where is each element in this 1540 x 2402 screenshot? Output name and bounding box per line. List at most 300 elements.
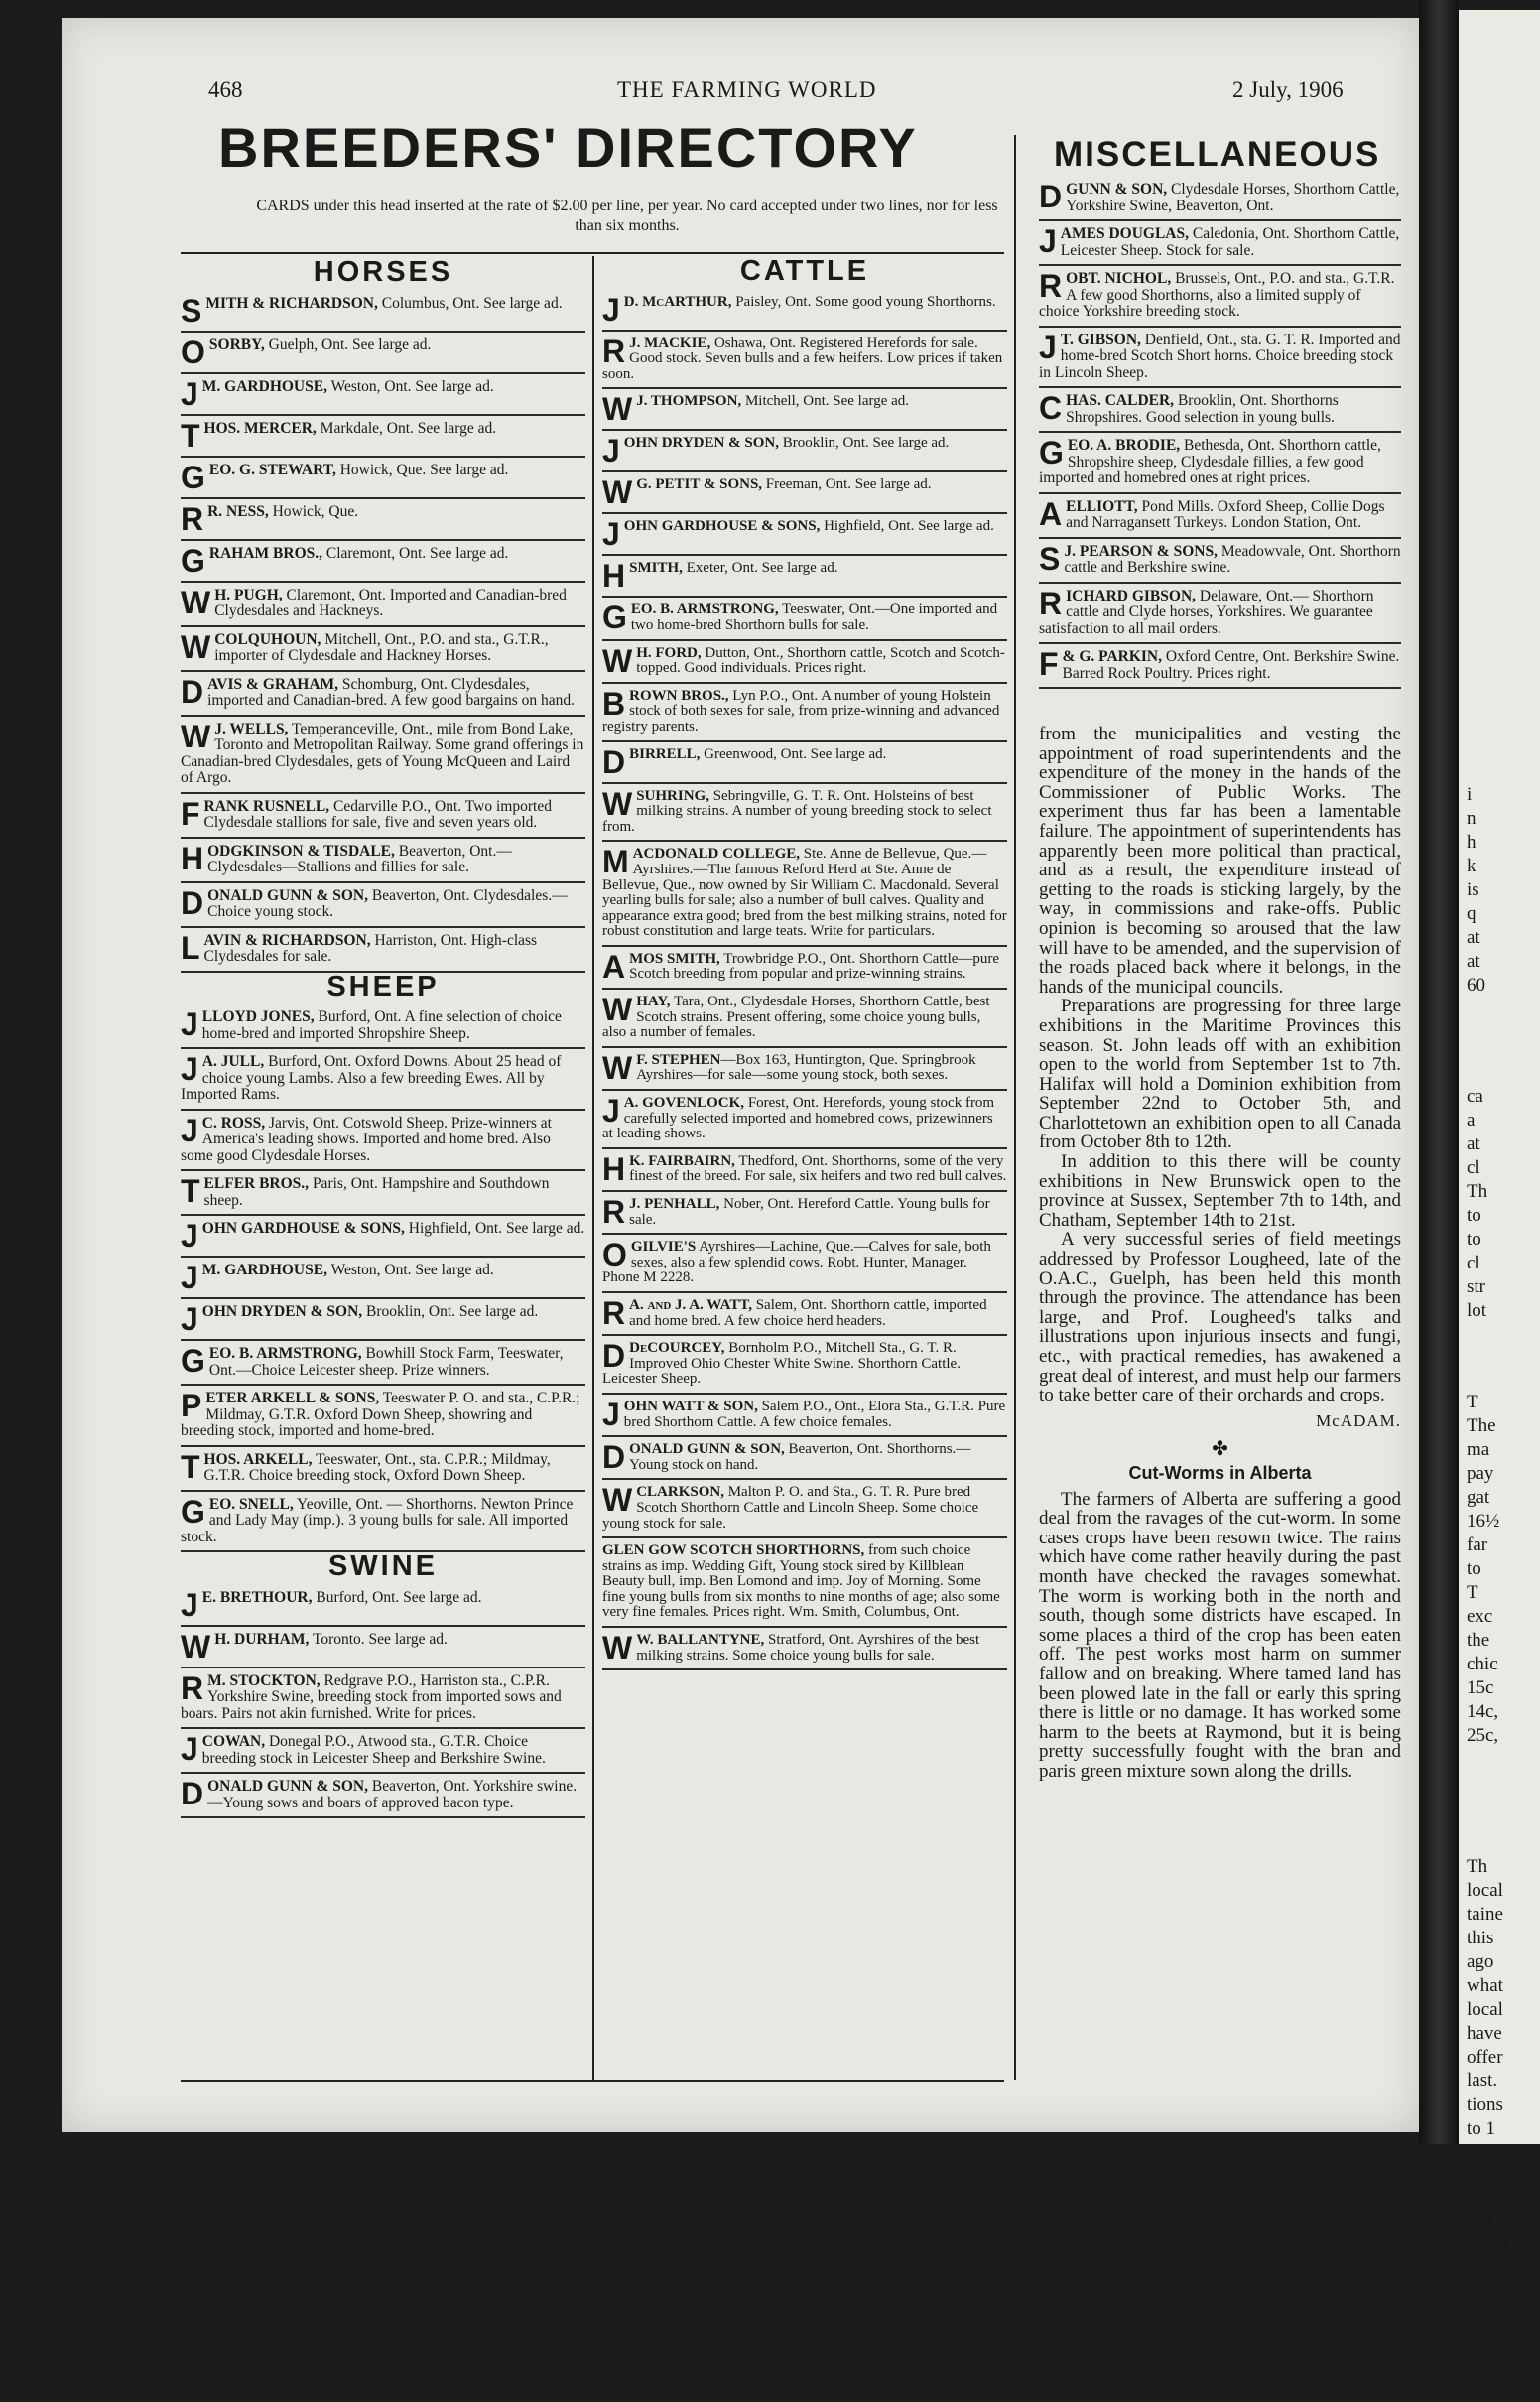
entry-initial: T <box>181 1173 200 1209</box>
directory-entry <box>602 784 1007 843</box>
entry-name: J. PENHALL, <box>629 1196 720 1212</box>
directory-entry <box>181 1171 585 1216</box>
entry-initial: J <box>181 1731 198 1767</box>
entry-text: Guelph, Ont. See large ad. <box>264 335 432 353</box>
entry-text: Exeter, Ont. See large ad. <box>682 560 838 577</box>
fragment-line: str <box>1467 1276 1485 1297</box>
entry-initial: R <box>602 1194 626 1230</box>
entry-name: F. STEPHEN <box>636 1051 721 1068</box>
entry-text: Brooklin, Ont. See large ad. <box>778 435 950 452</box>
entry-text: Sebringville, G. T. R. Ont. Holsteins of best milking strains. A number of young breeding stock to select from. <box>602 787 992 835</box>
entry-initial: O <box>181 334 205 370</box>
entry-name: M. GARDHOUSE, <box>201 1262 327 1278</box>
entry-text: Beaverton, Ont.—Clydesdales—Stallions and fillies for sale. <box>207 842 512 875</box>
entry-name: OHN WATT & SON, <box>623 1398 758 1414</box>
entry-name: H. DURHAM, <box>214 1630 310 1648</box>
entry-name: EO. SNELL, <box>208 1495 294 1513</box>
entry-text: Howick, Que. <box>268 502 359 520</box>
fragment-line: to <box>1467 1229 1481 1250</box>
entry-initial: D <box>181 1776 204 1811</box>
entry-initial: W <box>181 1628 211 1665</box>
directory-entry <box>602 389 1007 431</box>
directory-entry <box>1039 328 1401 389</box>
entry-text: —Box 163, Huntington, Que. Springbrook Ayrshires—for sale—some young stock, both sexes. <box>636 1051 976 1084</box>
directory-entry <box>181 333 585 374</box>
entry-text: Malton P. O. and Sta., G. T. R. Pure bred Scotch Shorthorn Cattle and Lincoln Sheep. Some choice young stock for sale. <box>602 1484 979 1532</box>
entry-name: ONALD GUNN & SON, <box>629 1441 785 1458</box>
fragment-line: local <box>1467 2333 1503 2353</box>
fragment-line: this <box>1467 1928 1494 1948</box>
entry-initial: J <box>181 1586 198 1623</box>
fragment-line: taine <box>1467 1904 1503 1925</box>
fragment-line: the <box>1467 1630 1490 1651</box>
entry-name: M. GARDHOUSE, <box>201 377 327 395</box>
entry-name: OBT. NICHOL, <box>1066 270 1172 287</box>
fragment-line: ma <box>1467 1439 1490 1460</box>
entry-initial: W <box>602 1482 633 1519</box>
entry-text: Highfield, Ont. See large ad. <box>820 518 994 535</box>
directory-entry <box>1039 433 1401 494</box>
fragment-line: local <box>1467 1999 1503 2020</box>
directory-entry <box>1039 539 1401 584</box>
fragment-line: Th <box>1467 1181 1488 1202</box>
entry-text: Salem, Ont. Shorthorn cattle, imported and home bred. A few choice herd headers. <box>629 1296 987 1329</box>
entry-initial: G <box>181 1493 205 1530</box>
entry-initial: R <box>1039 585 1063 621</box>
entry-initial: W <box>602 1049 633 1086</box>
entry-text: Brussels, Ont., P.O. and sta., G.T.R. A few good Shorthorns, also a limited supply of choice Yorkshire breeding stock. <box>1039 270 1395 320</box>
entry-name: M. STOCKTON, <box>207 1671 321 1689</box>
entry-text: Oxford Centre, Ont. Berkshire Swine. Barred Rock Poultry. Prices right. <box>1062 648 1400 682</box>
directory-entry <box>602 684 1007 742</box>
entry-initial: W <box>602 992 633 1028</box>
ornament-icon: ✤ <box>1212 1438 1228 1461</box>
entry-initial: D <box>602 1338 626 1375</box>
entry-text: Burford, Ont. See large ad. <box>312 1588 482 1606</box>
directory-entry <box>181 1341 585 1386</box>
entry-initial: F <box>181 795 200 832</box>
directory-entry <box>181 1729 585 1774</box>
fragment-line: lot <box>1467 1300 1487 1321</box>
directory-entry <box>602 947 1007 990</box>
directory-entry <box>181 883 585 928</box>
directory-entry <box>602 641 1007 684</box>
entry-name: AVIS & GRAHAM, <box>207 675 339 693</box>
directory-entry <box>602 1048 1007 1091</box>
entry-name: ONALD GUNN & SON, <box>207 1778 369 1795</box>
entry-name: A. GOVENLOCK, <box>623 1095 745 1112</box>
entry-name: ETER ARKELL & SONS, <box>205 1390 380 1406</box>
fragment-line: to <box>1467 1205 1481 1226</box>
page-title: BREEDERS' DIRECTORY <box>218 116 918 179</box>
entry-initial: R <box>181 1669 204 1706</box>
entry-initial: H <box>181 840 204 876</box>
directory-entry <box>181 627 585 672</box>
fragment-line: 16½ <box>1467 1511 1500 1532</box>
entry-name: G. PETIT & SONS, <box>636 476 763 493</box>
entry-initial: D <box>602 743 626 780</box>
entry-name: T. GIBSON, <box>1060 331 1141 348</box>
article-signature: McADAM. <box>1316 1410 1401 1430</box>
fragment-line: h <box>1467 832 1476 853</box>
directory-entry <box>602 290 1007 332</box>
entry-name: MITH & RICHARDSON, <box>205 294 378 312</box>
directory-entry <box>181 1492 585 1553</box>
directory-entry <box>602 1480 1007 1538</box>
entry-initial: T <box>181 1448 200 1485</box>
directory-entry <box>602 1395 1007 1437</box>
entry-name: E. BRETHOUR, <box>201 1588 313 1606</box>
directory-entry <box>602 332 1007 390</box>
fragment-line: gat <box>1467 1487 1490 1508</box>
entry-name: H. PUGH, <box>214 586 283 603</box>
entry-name: HOS. ARKELL, <box>203 1450 313 1468</box>
entry-name: COLQUHOUN, <box>214 630 321 648</box>
entry-text: Meadowvale, Ont. Shorthorn cattle and Berkshire swine. <box>1064 542 1401 576</box>
directory-entry <box>602 1149 1007 1192</box>
entry-name: HAY, <box>636 994 671 1010</box>
fragment-line: i <box>1467 784 1473 805</box>
fragment-line: at <box>1467 927 1480 948</box>
entry-name: LLOYD JONES, <box>201 1008 315 1025</box>
entry-initial: R <box>602 333 626 369</box>
fragment-line: The <box>1467 1415 1496 1436</box>
fragment-line: tions <box>1467 2094 1503 2115</box>
entry-initial: R <box>1039 268 1063 304</box>
directory-entry <box>602 842 1007 947</box>
entry-initial: H <box>602 558 626 595</box>
entry-initial: R <box>602 1294 626 1331</box>
entry-initial: G <box>181 1343 205 1379</box>
entry-text: Brooklin, Ont. See large ad. <box>362 1303 539 1320</box>
entry-text: Bornholm P.O., Mitchell Sta., G. T. R. Improved Ohio Chester White Swine. Shorthorn Cattle. Leicester Sheep. <box>602 1340 961 1388</box>
entry-name: EO. A. BRODIE, <box>1067 437 1181 454</box>
entry-text: Donegal P.O., Atwood sta., G.T.R. Choice breeding stock in Leicester Sheep and Berkshire Swine. <box>201 1733 546 1767</box>
directory-entry <box>181 374 585 416</box>
entry-name: SMITH, <box>629 560 683 577</box>
entry-text: Harriston, Ont. High-class Clydesdales for sale. <box>203 931 538 965</box>
column-horses-sheep-swine <box>181 258 585 1818</box>
entry-initial: G <box>1039 435 1064 470</box>
fragment-line: to 20c <box>1467 2380 1513 2401</box>
fragment-line: ago <box>1467 1951 1494 1972</box>
entry-name: EO. G. STEWART, <box>208 461 336 478</box>
entry-name: SORBY, <box>208 335 265 353</box>
entry-text: Beaverton, Ont. Shorthorns.—Young stock on hand. <box>629 1441 971 1473</box>
entry-initial: T <box>181 417 200 454</box>
directory-entry <box>181 416 585 458</box>
entry-initial: W <box>181 718 211 754</box>
entry-text: Cedarville P.O., Ont. Two imported Clydesdale stallions for sale, five and seven years old. <box>203 797 552 831</box>
fragment-line: exc <box>1467 1606 1493 1627</box>
fragment-line: finest <box>1467 2237 1509 2258</box>
entry-name: ACDONALD COLLEGE, <box>632 846 801 863</box>
entry-name: H. FORD, <box>636 644 702 661</box>
directory-entry <box>602 1293 1007 1336</box>
directory-entry <box>181 1258 585 1299</box>
fragment-line: far <box>1467 1535 1488 1555</box>
directory-entry <box>181 1447 585 1492</box>
entry-initial: H <box>602 1150 626 1187</box>
entry-text: Thedford, Ont. Shorthorns, some of the very finest of the breed. For sale, six heifers and two red bull calves. <box>629 1152 1007 1185</box>
entry-name: A. JULL, <box>201 1053 265 1070</box>
directory-entry <box>181 499 585 541</box>
rule-bottom <box>181 2080 1004 2082</box>
directory-entry <box>181 1386 585 1447</box>
entry-name: AMES DOUGLAS, <box>1060 225 1189 242</box>
directory-entry <box>602 1192 1007 1235</box>
page-number: 468 <box>208 77 243 102</box>
entry-text: Mitchell, Ont., P.O. and sta., G.T.R., importer of Clydesdale and Hackney Horses. <box>214 630 549 664</box>
entry-text: Teeswater, Ont.—One imported and two home-bred Shorthorn bulls for sale. <box>630 601 998 633</box>
entry-name: J. THOMPSON, <box>636 393 742 410</box>
entry-initial: W <box>602 391 633 428</box>
entry-name: C. ROSS, <box>201 1114 266 1132</box>
entry-text: Paisley, Ont. Some good young Shorthorns. <box>731 293 996 310</box>
entry-text: Teeswater P. O. and sta., C.P.R.; Mildmay, G.T.R. Oxford Down Sheep, showring and breeding stock, imported and home-bred. <box>181 1390 580 1439</box>
fragment-line: last. <box>1467 2070 1498 2091</box>
entry-initial: J <box>602 433 620 469</box>
entry-name: HOS. MERCER, <box>203 419 317 437</box>
entry-text: Lyn P.O., Ont. A number of young Holstein stock of both sexes for sale, from prize-winning and advanced registry parents. <box>602 687 1000 734</box>
directory-entry <box>181 541 585 583</box>
entry-initial: J <box>181 375 198 412</box>
fragment-line: cl <box>1467 1253 1480 1273</box>
fragment-line: T <box>1467 1582 1478 1603</box>
entry-text: Trowbridge P.O., Ont. Shorthorn Cattle—pure Scotch breeding from popular and prize-winning strains. <box>629 950 1000 983</box>
entry-name: EO. B. ARMSTRONG, <box>208 1345 362 1362</box>
entry-initial: B <box>602 685 626 722</box>
entry-name: A. and J. A. WATT, <box>629 1296 752 1313</box>
entry-text: Pond Mills. Oxford Sheep, Collie Dogs and Narragansett Turkeys. London Station, Ont. <box>1066 497 1385 531</box>
directory-entry <box>602 431 1007 472</box>
section-title-horses: HORSES <box>313 256 453 288</box>
entry-text: Forest, Ont. Herefords, young stock from carefully selected imported and homebred cows, prizewinners at leading shows. <box>602 1095 995 1142</box>
section-title-cattle: CATTLE <box>739 255 870 287</box>
entry-initial: J <box>181 1218 198 1254</box>
entry-initial: D <box>602 1439 626 1476</box>
fragment-line: to <box>1467 1558 1481 1579</box>
directory-entry <box>1039 644 1401 689</box>
directory-entry <box>181 1774 585 1818</box>
directory-entry <box>602 1091 1007 1149</box>
fragment-line: to 21 <box>1467 2356 1505 2377</box>
directory-entry <box>1039 177 1401 221</box>
fragment-line: at <box>1467 951 1480 972</box>
entry-initial: P <box>181 1388 202 1423</box>
fragment-line: n <box>1467 808 1476 829</box>
entry-text: Caledonia, Ont. Shorthorn Cattle, Leicester Sheep. Stock for sale. <box>1060 225 1400 259</box>
fragment-line: 15c <box>1467 1677 1494 1698</box>
entry-initial: S <box>181 292 202 329</box>
entry-initial: G <box>181 542 205 579</box>
entry-name: R. NESS, <box>207 502 269 520</box>
directory-entry <box>181 291 585 333</box>
adjacent-page-fragment <box>1459 10 1540 2401</box>
fragment-line: is <box>1467 879 1479 900</box>
fragment-line: ca <box>1467 1086 1483 1107</box>
entry-name: CLARKSON, <box>636 1484 724 1501</box>
directory-entry <box>602 990 1007 1048</box>
directory-entry <box>181 1627 585 1668</box>
entry-initial: R <box>181 500 204 537</box>
entry-initial: W <box>181 584 211 620</box>
entry-name: ELFER BROS., <box>203 1175 310 1192</box>
entry-name: OHN GARDHOUSE & SONS, <box>201 1220 405 1237</box>
entry-name: RAHAM BROS., <box>208 544 322 562</box>
fragment-line: Th <box>1467 1856 1488 1877</box>
entry-text: Beaverton, Ont. Yorkshire swine.—Young sows and boars of approved bacon type. <box>207 1778 578 1811</box>
entry-name: K. FAIRBAIRN, <box>629 1152 735 1169</box>
page <box>62 18 1419 2132</box>
column-misc <box>1039 177 1401 689</box>
directory-entry <box>181 458 585 499</box>
entry-name: OHN GARDHOUSE & SONS, <box>623 518 821 535</box>
entry-text: Ste. Anne de Bellevue, Que.—Ayrshires.—The famous Reford Herd at Ste. Anne de Bellevue, Que., now owned by Sir William C. Macdonald. Several yearling bulls for sale; also a number of bull calves. Quality and appearance extra good; bred from the best milking strains, noted for robust constitution and large teats. Write for particulars. <box>602 846 1007 940</box>
fragment-line: local <box>1467 1880 1503 1901</box>
entry-name: ELLIOTT, <box>1066 497 1138 515</box>
sheep-list <box>181 1004 585 1552</box>
entry-initial: F <box>1039 646 1059 682</box>
entry-name: ICHARD GIBSON, <box>1066 587 1197 604</box>
directory-entry <box>181 1049 585 1111</box>
directory-entry <box>1039 494 1401 539</box>
entry-name: W. BALLANTYNE, <box>636 1632 765 1649</box>
entry-name: EO. B. ARMSTRONG, <box>630 601 779 618</box>
directory-entry <box>181 1111 585 1172</box>
entry-text: Ayrshires—Lachine, Que.—Calves for sale, both sexes, also a few splendid cows. Robt. Hunter, Manager. Phone M 2228. <box>602 1239 991 1286</box>
fragment-line: have <box>1467 2023 1502 2044</box>
entry-initial: L <box>181 929 200 966</box>
article-paragraph: from the municipalities and vesting the appointment of road superintendents and the expenditure of the money in the hands of the Commissioner of Public Works. The experiment thus far has been a lamentable failure. The appointment of superintendents has apparently been more political than practical, and as a result, the expenditure instead of getting to the roads is sticking largely, by the way, in commissions and rake-offs. Public opinion is becoming so aroused that the law will have to be amended, and the supervision of the roads placed back where it belongs, in the hands of the municipal councils. <box>1039 724 1401 998</box>
entry-text: Salem P.O., Ont., Elora Sta., G.T.R. Pure bred Shorthorn Cattle. A few choice females. <box>623 1398 1006 1430</box>
directory-entry <box>602 556 1007 598</box>
entry-name: ODGKINSON & TISDALE, <box>207 842 395 860</box>
entry-text: Burford, Ont. A fine selection of choice home-bred and imported Shropshire Sheep. <box>201 1008 562 1042</box>
fragment-line: pay <box>1467 1463 1494 1484</box>
article-paragraph: The farmers of Alberta are suffering a good deal from the ravages of the cut-worm. In some cases crops have been resown twice. The rains which have come rather heavily during the past month have checked the ravages somewhat. The worm is working both in the north and south, though some districts have escaped. In some places a third of the crop has been eaten off. The pest works most harm on summer fallow and on breaking. Where tamed land has been plowed late in the fall or early this spring there is little or no damage. It has worked some harm to the beets at Raymond, but it is being pretty successfully fought with the bran and paris green mixture sown along the drills. <box>1039 1488 1401 1782</box>
entry-initial: W <box>602 1630 633 1667</box>
entry-text: Brooklin, Ont. Shorthorns Shropshires. Good selection in young bulls. <box>1066 392 1339 426</box>
entry-name: ONALD GUNN & SON, <box>207 886 369 904</box>
directory-entry <box>602 472 1007 514</box>
entry-text: Teeswater, Ont., sta. C.P.R.; Mildmay, G.T.R. Choice breeding stock, Oxford Down Sheep. <box>203 1450 551 1484</box>
directory-entry <box>181 583 585 627</box>
directory-entry <box>602 1336 1007 1395</box>
entry-text: Nober, Ont. Hereford Cattle. Young bulls for sale. <box>629 1196 990 1228</box>
directory-entry <box>1039 584 1401 645</box>
entry-text: Denfield, Ont., sta. G. T. R. Imported and home-bred Scotch Short horns. Choice breeding stock in Lincoln Sheep. <box>1039 331 1401 381</box>
directory-entry <box>602 1235 1007 1293</box>
entry-name: J. WELLS, <box>214 720 289 737</box>
entry-text: Temperanceville, Ont., mile from Bond Lake, Toronto and Metropolitan Railway. Some grand offerings in Canadian-bred Clydesdales, gets of Young McQueen and Laird of Argo. <box>181 720 584 786</box>
fragment-line: a <box>1467 1110 1476 1131</box>
directory-entry <box>1039 388 1401 433</box>
directory-entry <box>602 1628 1007 1670</box>
entry-initial: C <box>1039 390 1063 426</box>
column-rule-left <box>592 256 594 2082</box>
entry-initial: J <box>1039 329 1057 365</box>
running-header <box>62 77 1419 111</box>
entry-initial: G <box>602 600 627 636</box>
entry-initial: D <box>181 673 204 710</box>
entry-initial: J <box>602 1396 620 1432</box>
binding-gutter <box>1419 0 1459 2144</box>
fragment-line: 11¼c. <box>1467 2142 1512 2163</box>
entry-text: Redgrave P.O., Harriston sta., C.P.R. Yorkshire Swine, breeding stock from imported sows and boars. Pairs not akin furnished. Write for prices. <box>181 1671 562 1722</box>
article <box>1039 725 1401 1781</box>
directory-entry <box>181 717 585 794</box>
entry-text: Weston, Ont. See large ad. <box>326 1262 494 1278</box>
entry-initial: W <box>602 474 633 511</box>
entry-text: Claremont, Ont. Imported and Canadian-bred Clydesdales and Hackneys. <box>214 586 567 619</box>
fragment-line: and th <box>1467 2213 1513 2234</box>
entry-name: RANK RUSNELL, <box>203 797 330 815</box>
entry-text: Paris, Ont. Hampshire and Southdown sheep. <box>203 1175 550 1209</box>
entry-text: Bethesda, Ont. Shorthorn cattle, Shropshire sheep, Clydesdale fillies, a few good imported and homebred ones at right prices. <box>1039 437 1381 486</box>
column-rule-right <box>1014 135 1016 2080</box>
entry-name: DeCOURCEY, <box>629 1340 725 1357</box>
entry-initial: O <box>602 1237 627 1273</box>
entry-text: Claremont, Ont. See large ad. <box>322 544 509 562</box>
entry-name: J. MACKIE, <box>629 334 711 351</box>
entry-text: Toronto. See large ad. <box>309 1630 448 1648</box>
article-paragraph: In addition to this there will be county exhibitions in New Brunswick open to the province at Sussex, September 7th to 14th, and Chatham, September 14th to 21st. <box>1039 1151 1401 1231</box>
entry-initial: J <box>1039 223 1057 259</box>
directory-entry <box>181 928 585 973</box>
entry-name: MOS SMITH, <box>629 950 720 967</box>
journal-title: THE FARMING WORLD <box>617 77 877 102</box>
entry-name: J. PEARSON & SONS, <box>1064 542 1218 560</box>
swine-list <box>181 1585 585 1819</box>
entry-initial: W <box>602 642 633 679</box>
section-title-swine: SWINE <box>327 1550 439 1582</box>
rule-under-intro <box>181 252 1004 254</box>
entry-initial: J <box>181 1006 198 1042</box>
entry-name: ROWN BROS., <box>629 687 729 704</box>
entry-name: BIRRELL, <box>629 745 701 762</box>
entry-text: Howick, Que. See large ad. <box>335 461 509 478</box>
entry-name: GLEN GOW SCOTCH SHORTHORNS, <box>602 1542 865 1559</box>
horses-list <box>181 291 585 973</box>
fragment-line: chic <box>1467 1654 1498 1674</box>
fragment-line: 25c, <box>1467 1725 1499 1746</box>
misc-list <box>1039 177 1401 689</box>
fragment-line: these <box>1467 2309 1506 2330</box>
entry-text: Tara, Ont., Clydesdale Horses, Shorthorn Cattle, best Scotch strains. Present offering, some choice young bulls, also a number of females. <box>602 994 990 1041</box>
entry-initial: J <box>181 1260 198 1295</box>
entry-text: Mitchell, Ont. See large ad. <box>741 393 910 410</box>
entry-text: Clydesdale Horses, Shorthorn Cattle, Yorkshire Swine, Beaverton, Ont. <box>1066 181 1400 214</box>
fragment-line: Easter <box>1467 2285 1514 2306</box>
article-subheading: Cut-Worms in Alberta <box>1128 1462 1312 1483</box>
fragment-line: what <box>1467 1975 1503 1996</box>
fragment-line: at <box>1467 1134 1480 1154</box>
entry-initial: A <box>602 948 626 985</box>
directory-entry <box>181 1585 585 1627</box>
rates-notice: CARDS under this head inserted at the rate of $2.00 per line, per year. No card accepted under two lines, nor for less than six months. <box>256 198 998 234</box>
entry-initial: J <box>602 1093 620 1130</box>
entry-name: OHN DRYDEN & SON, <box>201 1303 363 1320</box>
entry-text: Delaware, Ont.— Shorthorn cattle and Clyde horses, Yorkshires. We guarantee satisfaction to all mail orders. <box>1039 587 1374 637</box>
entry-initial: S <box>1039 540 1061 577</box>
entry-name: COWAN, <box>201 1733 266 1750</box>
entry-name: HAS. CALDER, <box>1066 392 1175 409</box>
entry-text: Oshawa, Ont. Registered Herefords for sale. Good stock. Seven bulls and a few heifers. Low prices if taken soon. <box>602 334 1003 382</box>
directory-entry <box>1039 221 1401 266</box>
directory-entry <box>181 839 585 883</box>
fragment-line: 60 <box>1467 975 1485 996</box>
